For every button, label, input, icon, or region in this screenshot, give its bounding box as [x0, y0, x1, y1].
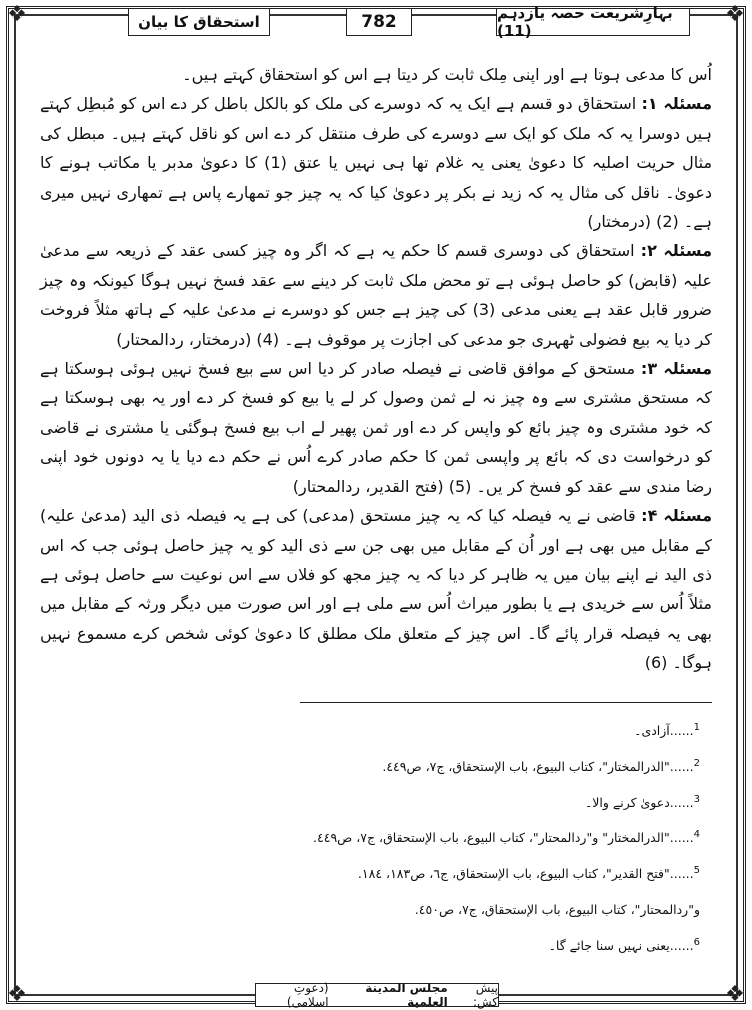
chapter-title: استحقاق کا بیان: [128, 8, 270, 36]
footer-prefix: پیش کش:: [472, 981, 498, 1009]
paragraph: اُس کا مدعی ہوتا ہے اور اپنی مِلک ثابت کر دیتا ہے اس کو استحقاق کہتے ہیں۔: [182, 65, 712, 84]
corner-ornament-icon: ❖: [725, 2, 745, 27]
corner-ornament-icon: ❖: [7, 2, 27, 27]
page-header: [28, 4, 724, 40]
paragraph: مسئلہ ۳: مستحق کے موافق قاضی نے فیصلہ صادر کر دیا اس سے بیع فسخ نہیں ہوئی ہوسکتا ہے کہ مستحق مشتری سے وہ چیز نہ لے ثمن وصول کر لے یا بیع کو فسخ کر دے اور یہ بھی ہوسکتا ہے کہ خود مشتری وہ چیز بائع کو واپس کر دے اور ثمن پھیر لے اب بیع فسخ ہوگئی یا مشتری نے قاضی کو درخواست دی کہ بائع پر واپسی ثمن کا حکم صادر کرے اُس نے حکم دے دیا یا یہ دونوں خود اپنی رضا مندی سے عقد کو فسخ کر یں۔ (5) (فتح القدیر، ردالمحتار): [40, 359, 712, 496]
page-number: 782: [346, 8, 412, 36]
page-footer: [255, 983, 499, 1007]
masala-heading: مسئلہ ۴:: [641, 506, 712, 526]
paragraph: مسئلہ ۴: قاضی نے یہ فیصلہ کیا کہ یہ چیز مستحق (مدعی) کی ہے یہ فیصلہ ذی الید (مدعیٰ علیہ) کے مقابل میں بھی ہے اور اُن کے مقابل میں بھی جن سے ذی الید کو یہ چیز حاصل ہوئی جب کہ اس ذی الید نے اپنے بیان میں یہ ظاہر کر دیا کہ یہ چیز مجھ کو فلاں سے اس نوعیت سے حاصل ہوئی ہے مثلاً اُس سے خریدی ہے یا بطور میراث اُس سے ملی ہے اور اس صورت میں دیگر ورثہ کے مقابل میں بھی یہ فیصلہ قرار پائے گا۔ اس چیز کے متعلق ملک مطلق کا دعویٰ کوئی شخص کرے مسموع نہیں ہوگا۔ (6): [40, 506, 712, 673]
footnote: و"ردالمحتار"، کتاب البیوع، باب الإستحقاق، ج۷، ص٤٥٠.: [414, 901, 700, 917]
masala-heading: مسئلہ ۳:: [640, 359, 712, 379]
footer-suffix: (دعوتِ اسلامی): [286, 981, 329, 1009]
footnote: $^4$......"الدرالمختار" و"ردالمحتار"، کتاب البیوع، باب الإستحقاق، ج۷، ص٤٤٩.: [313, 829, 700, 846]
book-title: بہارِشریعت حصہ یازدہم (11): [496, 8, 690, 36]
footnote: $^2$......"الدرالمختار"، کتاب البیوع، باب الإستحقاق، ج۷، ص٤٤٩.: [382, 757, 700, 774]
masala-heading: مسئلہ ۱:: [641, 94, 712, 114]
footnote: $^6$......یعنی نہیں سنا جائے گا۔: [548, 936, 700, 953]
corner-ornament-icon: ❖: [7, 982, 27, 1007]
paragraph: مسئلہ ۱: استحقاق دو قسم ہے ایک یہ کہ دوسرے کی ملک کو بالکل باطل کر دے اس کو مُبطِل کہتے ہیں دوسرا یہ کہ ملک کو ایک سے دوسرے کی طرف منتقل کر دے اس کو ناقل کہتے ہیں۔ مبطل کی مثال حریت اصلیہ کا دعویٰ یعنی یہ غلام تھا ہی نہیں یا عتق (1) کا دعویٰ مدبر یا مکاتب ہونے کا دعویٰ۔ ناقل کی مثال یہ کہ زید نے بکر پر دعویٰ کیا کہ یہ چیز جو تمھارے پاس ہے تمھاری نہیں میری ہے۔ (2) (درمختار): [40, 94, 713, 232]
footnotes: [40, 712, 700, 962]
publisher-name: مجلس المدينة العلمية: [365, 981, 448, 1009]
footnote: $^1$......آزادی۔: [634, 722, 700, 739]
paragraph: مسئلہ ۲: استحقاق کی دوسری قسم کا حکم یہ ہے کہ اگر وہ چیز کسی عقد کے ذریعہ سے مدعیٰ علیہ (قابض) کو حاصل ہوئی ہے تو محض ملک ثابت کر دینے سے عقد فسخ نہیں ہوگا کیونکہ وہ چیز ضرور قابل عقد ہے یعنی مدعی (3) کی چیز ہے جس کو دوسرے نے مدعیٰ علیہ کے ہاتھ مثلاً فروخت کر دیا یہ بیع فضولی ٹھہری جو مدعی کی اجازت پر موقوف ہے۔ (4) (درمختار، ردالمحتار): [40, 241, 713, 349]
corner-ornament-icon: ❖: [725, 982, 745, 1007]
footnote-divider: [300, 702, 712, 703]
main-text: [40, 60, 712, 678]
footnote: $^3$......دعویٰ کرنے والا۔: [584, 793, 700, 810]
masala-heading: مسئلہ ۲:: [640, 241, 713, 261]
footnote: $^5$......"فتح القدیر"، کتاب البیوع، باب الإستحقاق، ج٦، ص١٨٣، ١٨٤.: [357, 865, 700, 882]
